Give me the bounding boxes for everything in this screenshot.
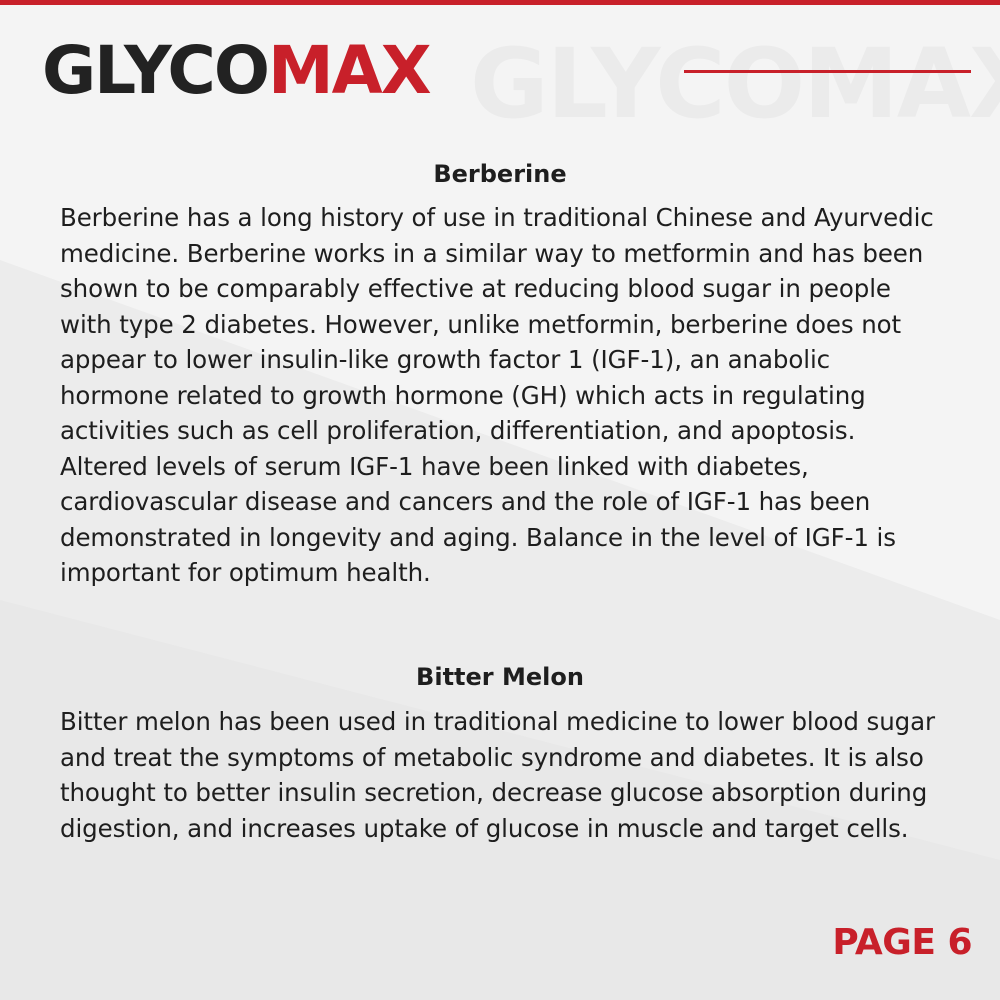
section-body-berberine: Berberine has a long history of use in traditional Chinese and Ayurvedic medicine. Berberine works in a similar way to metformin and has been shown to be comparably effective at reducing blood sugar in people with type 2 diabetes. However, unlike metformin, berberine does not appear to lower insulin-like growth factor 1 (IGF-1), an anabolic hormone related to growth hormone (GH) which acts in regulating activities such as cell proliferation, differentiation, and apoptosis. Altered levels of serum IGF-1 have been linked with diabetes, cardiovascular disease and cancers and the role of IGF-1 has been demonstrated in longevity and aging. Balance in the level of IGF-1 is important for optimum health. <box>60 203 934 587</box>
logo-text-red: MAX <box>267 32 430 109</box>
section-title-bitter-melon: Bitter Melon <box>416 663 584 691</box>
logo-text-dark: GLYCO <box>42 32 268 109</box>
section-body-bitter-melon: Bitter melon has been used in traditional medicine to lower blood sugar and treat the symptoms of metabolic syndrome and diabetes. It is also thought to better insulin secretion, decrease glucose absorption during digestion, and increases uptake of glucose in muscle and target cells. <box>60 707 935 843</box>
page-number: PAGE 6 <box>832 922 972 963</box>
brand-logo <box>42 32 430 109</box>
top-accent-bar <box>0 0 1000 5</box>
section-title-berberine: Berberine <box>433 160 567 188</box>
logo-watermark <box>470 28 1000 140</box>
header-divider <box>684 70 971 73</box>
